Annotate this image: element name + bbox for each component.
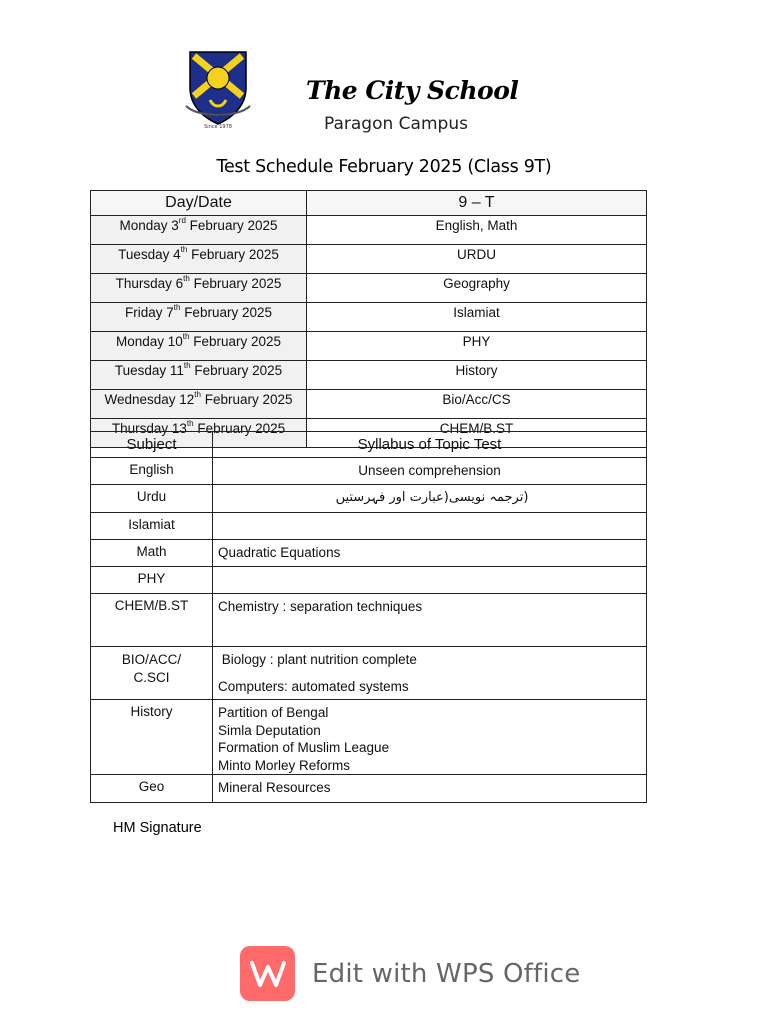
- wps-edit-text: Edit with WPS Office: [312, 958, 581, 989]
- schedule-row: [91, 332, 647, 361]
- topic-line: Minto Morley Reforms: [218, 757, 351, 773]
- syllabus-topic-cell: [213, 647, 647, 700]
- schedule-subject-cell: History: [307, 361, 647, 390]
- syllabus-row: [91, 513, 647, 540]
- schedule-subject-cell: PHY: [307, 332, 647, 361]
- topic-line: Simla Deputation: [218, 722, 321, 738]
- topic-line: Biology : plant nutrition complete: [218, 652, 417, 667]
- syllabus-row: [91, 540, 647, 567]
- date-month-year: February 2025: [185, 218, 278, 233]
- syllabus-subject-cell: History: [91, 700, 213, 775]
- subject-line: BIO/ACC/: [121, 652, 182, 667]
- syllabus-subject-cell: [91, 647, 213, 700]
- syllabus-subject-cell: Urdu: [91, 485, 213, 513]
- topic-line: Mineral Resources: [218, 780, 331, 795]
- schedule-row: [91, 274, 647, 303]
- column-header-subject: Subject: [91, 432, 213, 458]
- syllabus-row: [91, 594, 647, 647]
- schedule-subject-cell: English, Math: [307, 216, 647, 245]
- schedule-row: [91, 216, 647, 245]
- date-month-year: February 2025: [190, 363, 283, 378]
- topic-line: Chemistry : separation techniques: [218, 599, 423, 614]
- syllabus-topic-cell: [213, 594, 647, 647]
- date-month-year: February 2025: [189, 334, 282, 349]
- topic-line: Formation of Muslim League: [218, 740, 390, 755]
- date-month-year: February 2025: [200, 392, 293, 407]
- date-ordinal: th: [173, 303, 181, 312]
- syllabus-subject-cell: Geo: [91, 775, 213, 803]
- svg-text:Since 1978: Since 1978: [204, 124, 232, 130]
- column-header-topic: Syllabus of Topic Test: [213, 432, 647, 458]
- topic-line: (ترجمہ نویسی(عبارت اور فہرستیں: [335, 490, 529, 505]
- date-day: Wednesday 12: [104, 392, 195, 407]
- hm-signature-label: HM Signature: [113, 820, 202, 836]
- syllabus-subject-cell: Math: [91, 540, 213, 567]
- date-day: Friday 7: [124, 305, 174, 320]
- date-day: Monday 3: [119, 218, 179, 233]
- syllabus-topic-cell: [213, 513, 647, 540]
- topic-line: Partition of Bengal: [218, 705, 329, 720]
- syllabus-topic-cell: [213, 567, 647, 594]
- date-ordinal: th: [182, 332, 190, 341]
- schedule-subject-cell: Bio/Acc/CS: [307, 390, 647, 419]
- schedule-row: [91, 245, 647, 274]
- syllabus-row: [91, 485, 647, 513]
- syllabus-subject-cell: Islamiat: [91, 513, 213, 540]
- test-schedule-table: [90, 190, 647, 448]
- schedule-subject-cell: CHEM/B.ST: [307, 419, 647, 448]
- topic-line: Quadratic Equations: [218, 545, 341, 560]
- date-day: Monday 10: [115, 334, 183, 349]
- svg-text:Aim High: Aim High: [206, 114, 230, 120]
- subject-line: C.SCI: [133, 669, 170, 685]
- date-ordinal: th: [183, 274, 190, 283]
- syllabus-row: [91, 647, 647, 700]
- date-day: Tuesday 11: [114, 363, 184, 378]
- schedule-date-cell: [91, 361, 307, 390]
- column-header-day: Day/Date: [91, 191, 307, 216]
- schedule-date-cell: [91, 274, 307, 303]
- syllabus-subject-cell: CHEM/B.ST: [91, 594, 213, 647]
- schedule-date-cell: [91, 216, 307, 245]
- syllabus-topic-cell: [213, 485, 647, 513]
- syllabus-header-row: [91, 432, 647, 458]
- syllabus-topic-cell: [213, 775, 647, 803]
- schedule-row: [91, 303, 647, 332]
- date-day: Tuesday 4: [118, 247, 181, 262]
- line-gap: [218, 669, 646, 678]
- schedule-row: [91, 390, 647, 419]
- date-month-year: February 2025: [193, 421, 286, 436]
- syllabus-subject-cell: PHY: [91, 567, 213, 594]
- syllabus-subject-cell: English: [91, 458, 213, 485]
- schedule-date-cell: [91, 303, 307, 332]
- document-title: Test Schedule February 2025 (Class 9T): [216, 157, 552, 177]
- schedule-subject-cell: Islamiat: [307, 303, 647, 332]
- date-month-year: February 2025: [187, 247, 279, 262]
- date-month-year: February 2025: [180, 305, 272, 320]
- syllabus-topic-cell: [213, 700, 647, 775]
- date-ordinal: th: [194, 390, 201, 399]
- campus-name: Paragon Campus: [324, 114, 468, 134]
- topic-line: Unseen comprehension: [358, 463, 501, 478]
- syllabus-row: [91, 700, 647, 775]
- date-ordinal: th: [183, 361, 191, 370]
- syllabus-topic-cell: [213, 540, 647, 567]
- wps-watermark[interactable]: [240, 946, 580, 1001]
- schedule-date-cell: [91, 390, 307, 419]
- schedule-subject-cell: URDU: [307, 245, 647, 274]
- date-day: Thursday 6: [115, 276, 184, 291]
- date-month-year: February 2025: [189, 276, 282, 291]
- syllabus-row: [91, 458, 647, 485]
- schedule-date-cell: [91, 332, 307, 361]
- schedule-header-row: [91, 191, 647, 216]
- syllabus-row: [91, 775, 647, 803]
- schedule-row: [91, 361, 647, 390]
- date-ordinal: th: [186, 419, 194, 428]
- school-crest-logo: [184, 48, 252, 130]
- date-ordinal: th: [180, 245, 188, 254]
- syllabus-row: [91, 567, 647, 594]
- date-ordinal: rd: [178, 216, 186, 225]
- schedule-date-cell: [91, 245, 307, 274]
- school-name: The City School: [306, 76, 519, 105]
- wps-logo-icon: [240, 946, 295, 1001]
- syllabus-table: [90, 431, 647, 803]
- syllabus-topic-cell: [213, 458, 647, 485]
- date-day: Thursday 13: [111, 421, 187, 436]
- schedule-subject-cell: Geography: [307, 274, 647, 303]
- column-header-class: 9 – T: [307, 191, 647, 216]
- topic-line: Computers: automated systems: [218, 678, 409, 694]
